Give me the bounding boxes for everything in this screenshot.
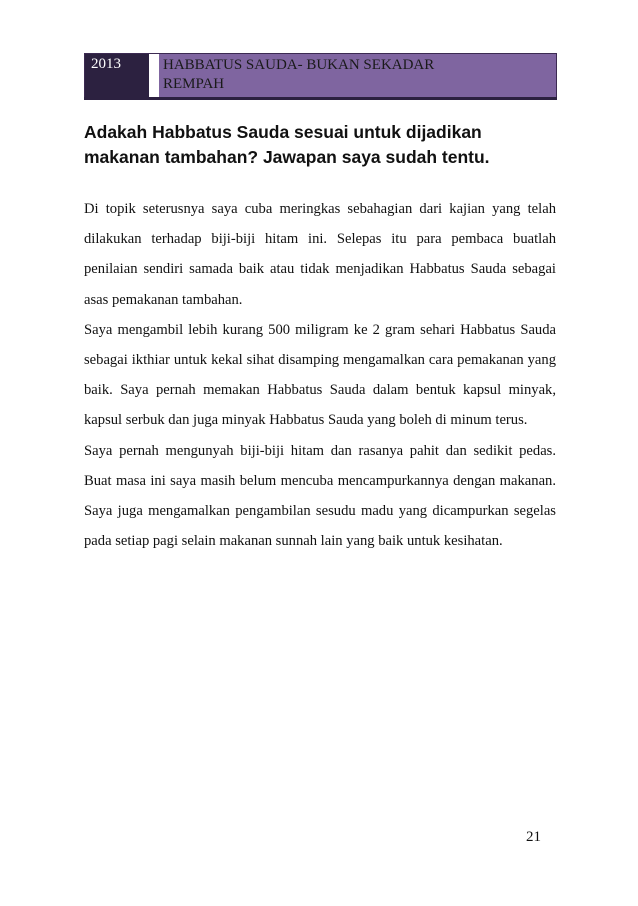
section-heading (84, 120, 560, 170)
body-text (84, 194, 556, 556)
header-title (159, 54, 556, 97)
header-divider (149, 54, 159, 97)
heading-line-1: Adakah Habbatus Sauda sesuai untuk dijadikan (84, 122, 482, 142)
page-number: 21 (526, 829, 541, 845)
paragraph: Saya mengambil lebih kurang 500 miligram ke 2 gram sehari Habbatus Sauda sebagai ikthiar untuk kekal sihat disamping mengamalkan cara pemakanan yang baik. Saya pernah memakan Habbatus Sauda dalam bentuk kapsul minyak, kapsul serbuk dan juga minyak Habbatus Sauda yang boleh di minum terus. (84, 321, 556, 429)
paragraph: Saya pernah mengunyah biji-biji hitam dan rasanya pahit dan sedikit pedas. Buat masa ini saya masih belum mencuba mencampurkannya dengan makanan. Saya juga mengamalkan pengambilan sesudu madu yang dicampurkan segelas pada setiap pagi selain makanan sunnah lain yang baik untuk kesihatan. (84, 442, 556, 550)
page-header (84, 53, 557, 98)
paragraph: Di topik seterusnya saya cuba meringkas sebahagian dari kajian yang telah dilakukan terhadap biji-biji hitam ini. Selepas itu para pembaca buatlah penilaian sendiri samada baik atau tidak menjadikan Habbatus Sauda sebagai asas pemakanan tambahan. (84, 201, 556, 308)
header-underline (84, 97, 557, 100)
header-year: 2013 (85, 54, 149, 97)
header-title-line-2: REMPAH (163, 76, 225, 92)
header-title-line-1: HABBATUS SAUDA- BUKAN SEKADAR (163, 57, 435, 73)
heading-line-2: makanan tambahan? Jawapan saya sudah tentu. (84, 147, 490, 167)
